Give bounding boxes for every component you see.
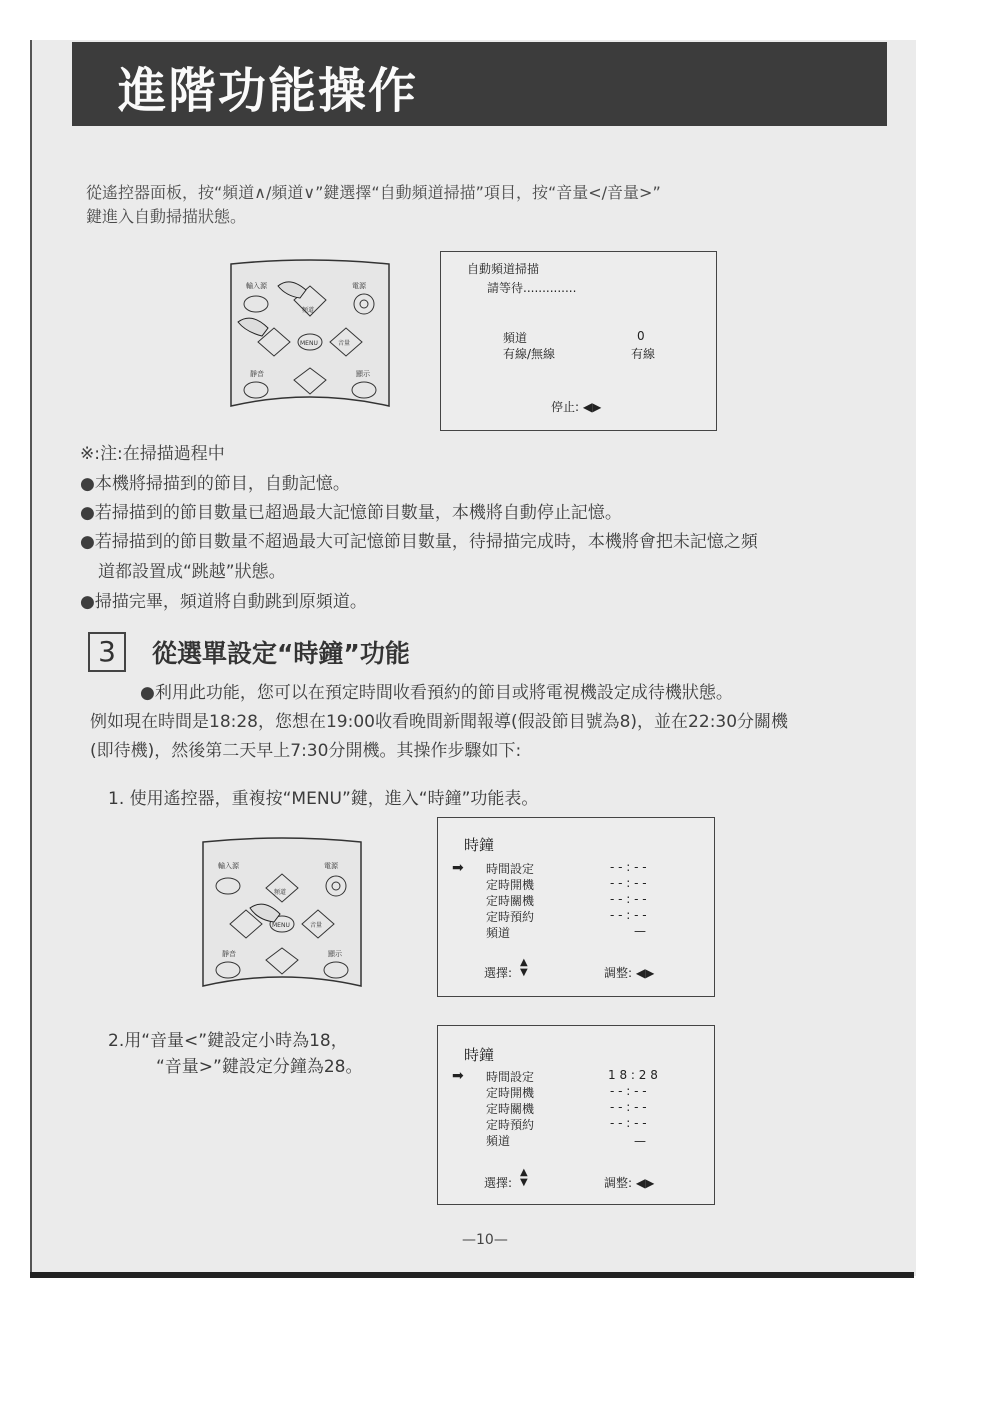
scan-osd-screen bbox=[440, 251, 717, 431]
svg-text:MENU: MENU bbox=[300, 340, 318, 347]
clock2-title: 時鐘 bbox=[464, 1046, 495, 1064]
note-heading: ※:注:在掃描過程中 bbox=[80, 444, 225, 464]
arrow-right-icon: ➡ bbox=[452, 860, 464, 876]
svg-text:頻道: 頻道 bbox=[302, 307, 315, 314]
scan-osd-channel-value: 0 bbox=[637, 329, 645, 343]
clock1-item: 時間設定 bbox=[486, 862, 535, 876]
scan-osd-wait: 請等待.............. bbox=[487, 281, 577, 295]
intro-line-1: 從遙控器面板，按“頻道∧/頻道∨”鍵選擇“自動頻道掃描”項目，按“音量</音量>” bbox=[86, 183, 661, 202]
clock2-item: 時間設定 bbox=[486, 1070, 535, 1084]
note-bullet-2: ●若掃描到的節目數量已超過最大記憶節目數量，本機將自動停止記憶。 bbox=[80, 503, 622, 523]
scan-osd-channel-label: 頻道 bbox=[503, 331, 528, 345]
clock2-item: 頻道 bbox=[486, 1134, 511, 1148]
page-number: —10— bbox=[462, 1232, 508, 1248]
remote-illustration-scan bbox=[228, 256, 392, 412]
remote-label-input: 輸入源 bbox=[218, 862, 239, 870]
clock1-value: - - : - - bbox=[610, 876, 647, 890]
clock2-select: 選擇: bbox=[484, 1176, 513, 1190]
desc-line-1: ●利用此功能，您可以在預定時間收看預約的節目或將電視機設定成待機狀態。 bbox=[140, 683, 733, 703]
up-down-arrow-icon: ▲ ▼ bbox=[520, 1167, 528, 1188]
clock1-item: 定時開機 bbox=[486, 878, 535, 892]
up-down-arrow-icon: ▲ ▼ bbox=[520, 957, 528, 978]
section-title: 從選單設定“時鐘”功能 bbox=[152, 639, 410, 668]
remote-illustration-menu bbox=[200, 834, 364, 992]
remote-label-display: 顯示 bbox=[328, 950, 342, 958]
clock1-value: - - : - - bbox=[610, 892, 647, 906]
clock2-value: — bbox=[634, 1134, 646, 1148]
remote-label-input: 輸入源 bbox=[246, 282, 267, 290]
clock2-item: 定時開機 bbox=[486, 1086, 535, 1100]
clock2-value: - - : - - bbox=[610, 1100, 647, 1114]
clock2-value: - - : - - bbox=[610, 1116, 647, 1130]
clock1-value: - - : - - bbox=[610, 908, 647, 922]
clock1-value: - - : - - bbox=[610, 860, 647, 874]
note-bullet-1: ●本機將掃描到的節目，自動記憶。 bbox=[80, 474, 350, 494]
clock1-title: 時鐘 bbox=[464, 836, 495, 854]
step-1-text: 1. 使用遙控器，重複按“MENU”鍵，進入“時鐘”功能表。 bbox=[108, 789, 539, 809]
clock1-adjust: 調整: ◀▶ bbox=[604, 966, 655, 980]
remote-label-mute: 靜音 bbox=[222, 950, 236, 958]
clock2-value: - - : - - bbox=[610, 1084, 647, 1098]
clock2-item: 定時關機 bbox=[486, 1102, 535, 1116]
clock2-adjust: 調整: ◀▶ bbox=[604, 1176, 655, 1190]
clock1-item: 定時關機 bbox=[486, 894, 535, 908]
section-number: 3 bbox=[88, 632, 126, 672]
desc-line-3: (即待機)，然後第二天早上7:30分開機。其操作步驟如下: bbox=[90, 741, 522, 761]
clock2-item: 定時預約 bbox=[486, 1118, 535, 1132]
note-bullet-3b: 道都設置成“跳越”狀態。 bbox=[98, 562, 286, 582]
scan-osd-source-label: 有線/無線 bbox=[503, 347, 556, 361]
note-bullet-3a: ●若掃描到的節目數量不超過最大可記憶節目數量，待掃描完成時，本機將會把未記憶之頻 bbox=[80, 532, 758, 552]
scan-osd-source-value: 有線 bbox=[631, 347, 656, 361]
page-title: 進階功能操作 bbox=[118, 63, 419, 119]
clock2-value: 1 8 : 2 8 bbox=[608, 1068, 658, 1082]
step-2-line-1: 2.用“音量<”鍵設定小時為18， bbox=[108, 1031, 348, 1051]
intro-line-2: 鍵進入自動掃描狀態。 bbox=[86, 207, 247, 226]
desc-line-2: 例如現在時間是18:28，您想在19:00收看晚間新聞報導(假設節目號為8)，並在22:30分關機 bbox=[90, 712, 789, 732]
svg-text:頻道: 頻道 bbox=[274, 889, 287, 896]
clock1-item: 頻道 bbox=[486, 926, 511, 940]
svg-text:音量: 音量 bbox=[338, 340, 351, 347]
clock1-item: 定時預約 bbox=[486, 910, 535, 924]
svg-text:音量: 音量 bbox=[310, 922, 323, 929]
note-bullet-4: ●掃描完畢，頻道將自動跳到原頻道。 bbox=[80, 592, 367, 612]
remote-label-mute: 靜音 bbox=[250, 370, 264, 378]
scan-osd-stop: 停止: ◀▶ bbox=[551, 400, 602, 414]
arrow-right-icon: ➡ bbox=[452, 1068, 464, 1084]
remote-label-power: 電源 bbox=[352, 282, 366, 290]
remote-label-display: 顯示 bbox=[356, 370, 370, 378]
page-bottom-edge bbox=[30, 1272, 914, 1278]
clock-osd-screen-2 bbox=[437, 1025, 715, 1205]
clock-osd-screen-1 bbox=[437, 817, 715, 997]
clock1-select: 選擇: bbox=[484, 966, 513, 980]
clock1-value: — bbox=[634, 924, 646, 938]
svg-text:MENU: MENU bbox=[272, 922, 290, 929]
remote-label-power: 電源 bbox=[324, 862, 338, 870]
step-2-line-2: “音量>”鍵設定分鐘為28。 bbox=[156, 1057, 363, 1077]
scan-osd-title: 自動頻道掃描 bbox=[467, 262, 540, 276]
